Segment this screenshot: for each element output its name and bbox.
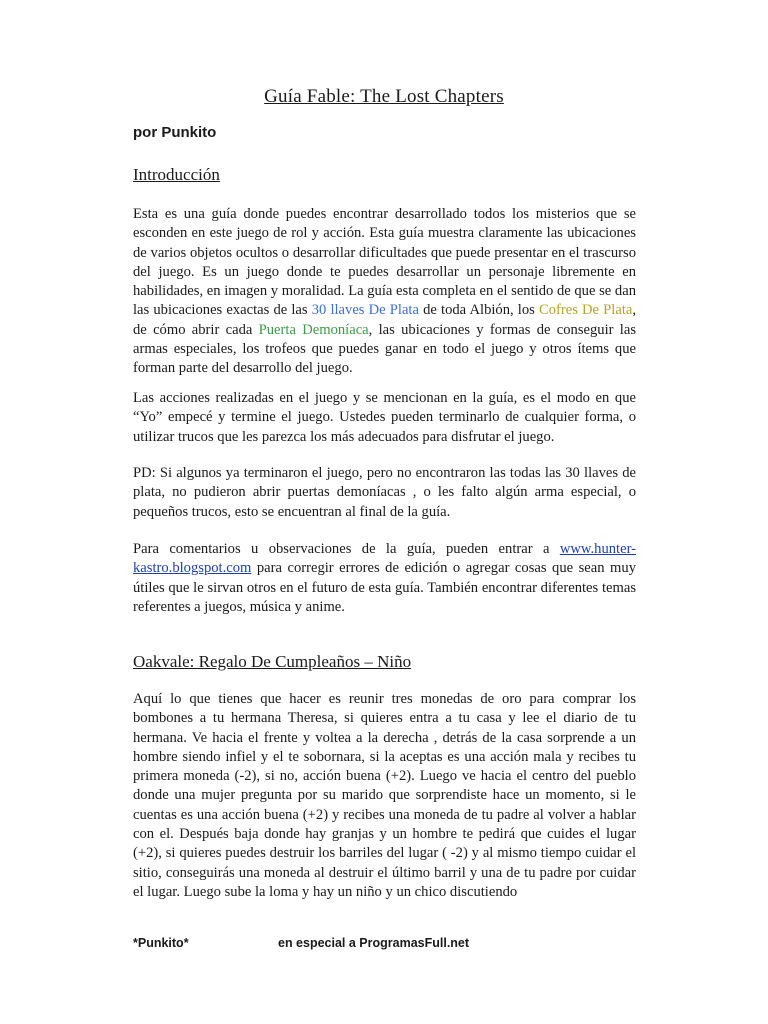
intro-p4-text-2: para corregir errores de edición o agregar cosas que sean muy útiles que le sirvan otros en el futuro de esta guía. También encontrar diferentes temas referentes a juegos, música y anime. (133, 560, 636, 615)
footer-credit: en especial a ProgramasFull.net (278, 936, 470, 950)
intro-heading: Introducción (133, 165, 220, 184)
intro-paragraph-2: Las acciones realizadas en el juego y se mencionan en la guía, es el modo en que “Yo” empecé y termine el juego. Ustedes pueden terminarlo de cualquier forma, o utilizar trucos que les parezca los más adecuados para disfrutar el juego. (133, 390, 636, 445)
highlight-silver-chests: Cofres De Plata (538, 302, 633, 319)
highlight-silver-keys: 30 llaves De Plata (311, 302, 419, 319)
blog-link[interactable]: www.hunter-kastro.blogspot.com (133, 541, 636, 577)
intro-p1-text-4: , las ubicaciones y formas de conseguir las armas especiales, los trofeos que puedes ganar en todo el juego y otros ítems que forman parte del desarrollo del juego. (133, 321, 636, 377)
intro-p1-text-3: , de cómo abrir cada (133, 302, 637, 338)
intro-p1-text-1: Esta es una guía donde puedes encontrar desarrollado todos los misterios que se esconden en este juego de rol y acción. Esta guía muestra claramente las ubicaciones de varios objetos ocultos o desarrollar dificultades que puede presentar en el trascurso del juego. Es un juego donde te puedes desarrollar un personaje libremente en habilidades, en imagen y moralidad. La guía esta completa en el sentido de que se dan las ubicaciones exactas de las (133, 206, 636, 319)
oakvale-heading: Oakvale: Regalo De Cumpleaños – Niño (133, 652, 412, 671)
footer-author: *Punkito* (133, 936, 189, 950)
highlight-demon-door: Puerta Demoníaca (258, 321, 369, 338)
intro-paragraph-4 (133, 540, 636, 617)
intro-p1-text-2: de toda Albión, los (418, 302, 539, 319)
author-line: por Punkito (133, 124, 217, 141)
oakvale-paragraph: Aquí lo que tienes que hacer es reunir tres monedas de oro para comprar los bombones a tu hermana Theresa, si quieres entra a tu casa y lee el diario de tu hermana. Ve hacia el frente y voltea a la derecha , detrás de la casa sorprende a un hombre siendo infiel y el te sobornara, si la aceptas es una acción mala y recibes tu primera moneda (-2), si no, acción buena (+2). Luego ve hacia el centro del pueblo donde una mujer pregunta por su marido que sorprendiste hace un momento, si le cuentas es una acción buena (+2) y recibes una moneda de tu padre al volver a hablar con el. Después baja donde hay granjas y un hombre te pedirá que cuides el lugar (+2), si quieres puedes destruir los barriles del lugar ( -2) y al mismo tiempo cuidar el sitio, conseguirás una moneda al destruir el último barril y una de tu padre por cuidar el lugar. Luego sube la loma y hay un niño y un chico discutiendo (133, 691, 636, 900)
document-title: Guía Fable: The Lost Chapters (264, 86, 504, 107)
intro-paragraph-1 (133, 205, 636, 379)
intro-paragraph-3: PD: Si algunos ya terminaron el juego, pero no encontraron las todas las 30 llaves de plata, no pudieron abrir puertas demoníacas , o les falto algún arma especial, o pequeños trucos, esto se encuentran al final de la guía. (133, 465, 636, 520)
intro-p4-text-1: Para comentarios u observaciones de la guía, pueden entrar a (133, 541, 560, 557)
